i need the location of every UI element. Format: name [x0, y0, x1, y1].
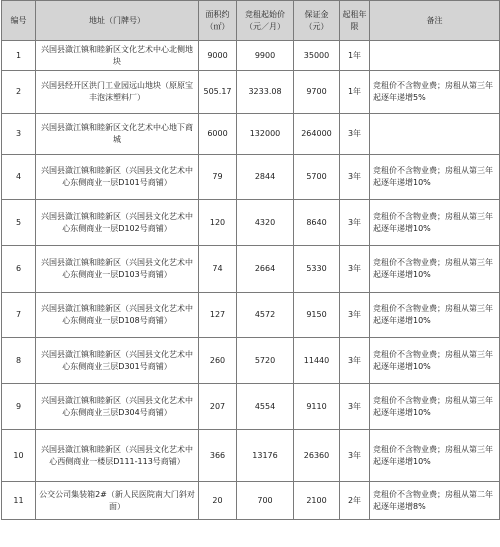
header-deposit: 保证金（元）	[294, 1, 340, 41]
row-note: 竞租价不含物业费；房租从第三年起逐年递增10%	[370, 293, 500, 338]
row-term: 3年	[340, 430, 370, 482]
row-price: 700	[237, 482, 294, 520]
row-address: 兴国县潋江镇和睦新区（兴国县文化艺术中心东侧商业三层D304号商铺）	[36, 384, 199, 430]
row-term: 3年	[340, 155, 370, 200]
row-term: 1年	[340, 71, 370, 114]
row-no: 10	[2, 430, 36, 482]
row-term: 3年	[340, 384, 370, 430]
row-note: 竞租价不含物业费；房租从第三年起逐年递增10%	[370, 338, 500, 384]
row-no: 3	[2, 114, 36, 155]
table-row	[2, 293, 500, 338]
row-address: 兴国县潋江镇和睦新区文化艺术中心北侧地块	[36, 41, 199, 71]
row-address: 兴国县潋江镇和睦新区（兴国县文化艺术中心东侧商业一层D108号商铺）	[36, 293, 199, 338]
row-address: 兴国县潋江镇和睦新区文化艺术中心地下商城	[36, 114, 199, 155]
header-row	[2, 1, 500, 41]
row-note: 竞租价不含物业费；房租从第三年起逐年递增10%	[370, 430, 500, 482]
row-price: 4554	[237, 384, 294, 430]
row-deposit: 5330	[294, 246, 340, 293]
row-area: 20	[199, 482, 237, 520]
row-deposit: 9700	[294, 71, 340, 114]
row-term: 3年	[340, 114, 370, 155]
row-note: 竞租价不含物业费；房租从第三年起逐年递增5%	[370, 71, 500, 114]
row-deposit: 35000	[294, 41, 340, 71]
header-area: 面积约（㎡）	[199, 1, 237, 41]
row-note: 竞租价不含物业费；房租从第二年起逐年递增8%	[370, 482, 500, 520]
table-row	[2, 41, 500, 71]
row-note: 竞租价不含物业费；房租从第三年起逐年递增10%	[370, 384, 500, 430]
row-area: 79	[199, 155, 237, 200]
table-row	[2, 482, 500, 520]
row-price: 4320	[237, 200, 294, 246]
row-address: 兴国县潋江镇和睦新区（兴国县文化艺术中心东侧商业一层D101号商铺）	[36, 155, 199, 200]
header-address: 地址（门牌号）	[36, 1, 199, 41]
row-area: 207	[199, 384, 237, 430]
row-address: 公交公司集装箱2#（新人民医院南大门斜对面）	[36, 482, 199, 520]
row-term: 3年	[340, 338, 370, 384]
row-no: 6	[2, 246, 36, 293]
row-price: 9900	[237, 41, 294, 71]
row-no: 8	[2, 338, 36, 384]
row-deposit: 5700	[294, 155, 340, 200]
table-row	[2, 246, 500, 293]
row-note: 竞租价不含物业费；房租从第三年起逐年递增10%	[370, 200, 500, 246]
row-no: 1	[2, 41, 36, 71]
row-deposit: 9110	[294, 384, 340, 430]
row-term: 2年	[340, 482, 370, 520]
row-no: 11	[2, 482, 36, 520]
row-deposit: 11440	[294, 338, 340, 384]
row-term: 3年	[340, 246, 370, 293]
row-price: 4572	[237, 293, 294, 338]
row-no: 5	[2, 200, 36, 246]
table-row	[2, 200, 500, 246]
header-term: 起租年限	[340, 1, 370, 41]
row-price: 2664	[237, 246, 294, 293]
row-note	[370, 114, 500, 155]
table-row	[2, 114, 500, 155]
row-address: 兴国县潋江镇和睦新区（兴国县文化艺术中心西侧商业一楼层D111-113号商铺）	[36, 430, 199, 482]
row-area: 505.17	[199, 71, 237, 114]
row-area: 9000	[199, 41, 237, 71]
header-price: 竞租起始价（元／月）	[237, 1, 294, 41]
row-area: 6000	[199, 114, 237, 155]
row-area: 74	[199, 246, 237, 293]
row-deposit: 26360	[294, 430, 340, 482]
row-address: 兴国县潋江镇和睦新区（兴国县文化艺术中心东侧商业一层D103号商铺）	[36, 246, 199, 293]
row-area: 127	[199, 293, 237, 338]
table-row	[2, 71, 500, 114]
row-price: 2844	[237, 155, 294, 200]
row-term: 3年	[340, 200, 370, 246]
row-term: 3年	[340, 293, 370, 338]
row-no: 7	[2, 293, 36, 338]
row-address: 兴国县潋江镇和睦新区（兴国县文化艺术中心东侧商业一层D102号商铺）	[36, 200, 199, 246]
row-no: 9	[2, 384, 36, 430]
row-address: 兴国县潋江镇和睦新区（兴国县文化艺术中心东侧商业三层D301号商铺）	[36, 338, 199, 384]
row-no: 4	[2, 155, 36, 200]
row-deposit: 8640	[294, 200, 340, 246]
row-price: 5720	[237, 338, 294, 384]
row-note: 竞租价不含物业费；房租从第三年起逐年递增10%	[370, 246, 500, 293]
table-row	[2, 384, 500, 430]
row-deposit: 9150	[294, 293, 340, 338]
row-area: 120	[199, 200, 237, 246]
row-note: 竞租价不含物业费；房租从第三年起逐年递增10%	[370, 155, 500, 200]
row-price: 13176	[237, 430, 294, 482]
lease-table	[1, 0, 500, 520]
row-price: 132000	[237, 114, 294, 155]
row-address: 兴国县经开区洪门工业园远山地块（原原宝丰泡沫塑料厂）	[36, 71, 199, 114]
row-area: 366	[199, 430, 237, 482]
row-deposit: 264000	[294, 114, 340, 155]
row-price: 3233.08	[237, 71, 294, 114]
row-deposit: 2100	[294, 482, 340, 520]
table-row	[2, 338, 500, 384]
header-note: 备注	[370, 1, 500, 41]
header-no: 编号	[2, 1, 36, 41]
row-note	[370, 41, 500, 71]
table-row	[2, 155, 500, 200]
row-term: 1年	[340, 41, 370, 71]
table-row	[2, 430, 500, 482]
row-area: 260	[199, 338, 237, 384]
row-no: 2	[2, 71, 36, 114]
